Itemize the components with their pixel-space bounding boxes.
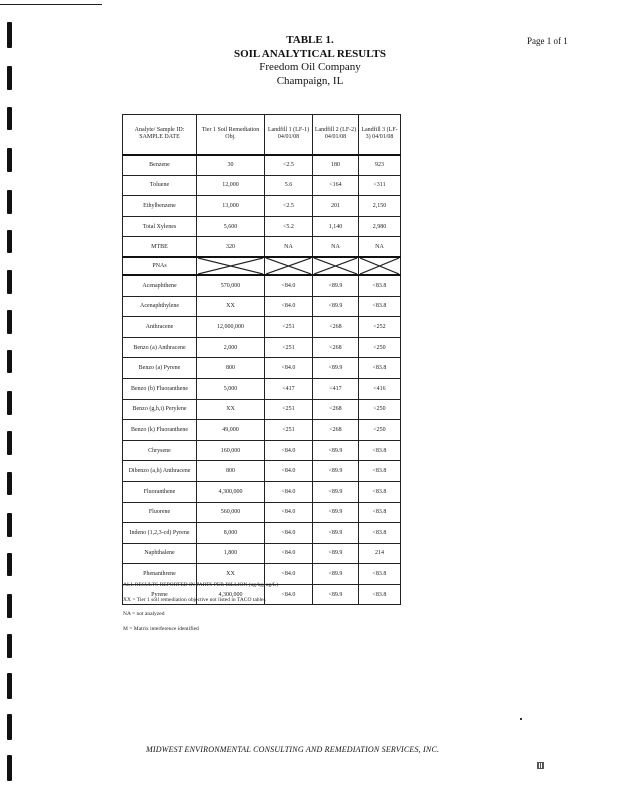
cell-sample-3: <252: [359, 317, 401, 338]
cell-sample-3: <83.8: [359, 523, 401, 544]
cell-sample-2: <268: [313, 337, 359, 358]
cell-analyte: Fluorene: [123, 502, 197, 523]
cell-analyte: Anthracene: [123, 317, 197, 338]
table-row-pna-1: [123, 296, 401, 317]
crossed-out-cell: [313, 257, 359, 275]
cell-sample-3: 214: [359, 543, 401, 564]
punch-mark: [7, 66, 12, 90]
cell-tier1: XX: [197, 564, 265, 585]
cell-sample-2: <268: [313, 317, 359, 338]
cell-sample-1: <84.0: [265, 275, 313, 296]
cell-sample-2: <89.9: [313, 275, 359, 296]
cell-sample-1: <84.0: [265, 564, 313, 585]
table-row-btex-3: [123, 216, 401, 237]
table-row-pna-3: [123, 337, 401, 358]
cell-sample-2: <89.9: [313, 440, 359, 461]
cell-tier1: 320: [197, 237, 265, 258]
scan-edge-line: [0, 4, 102, 5]
pnas-section-row: [123, 257, 401, 275]
cell-sample-1: <84.0: [265, 296, 313, 317]
cell-tier1: 160,000: [197, 440, 265, 461]
cell-analyte: Benzo (g,h,i) Perylene: [123, 399, 197, 420]
table-row-pna-11: [123, 502, 401, 523]
note-units: ALL RESULTS REPORTED IN PARTS PER BILLION (ug/kg, ug/L): [123, 582, 279, 588]
cell-analyte: Benzo (a) Pyrene: [123, 358, 197, 379]
cell-sample-3: <83.8: [359, 461, 401, 482]
cell-analyte: Naphthalene: [123, 543, 197, 564]
cell-tier1: 12,000,000: [197, 317, 265, 338]
punch-mark: [7, 107, 12, 130]
table-row-btex-1: [123, 175, 401, 196]
cell-sample-2: <268: [313, 399, 359, 420]
table-title-block: [200, 34, 420, 88]
table-notes: [123, 578, 278, 636]
punch-mark: [7, 634, 12, 658]
cell-sample-3: NA: [359, 237, 401, 258]
cross-hatch-icon: [314, 258, 357, 274]
cell-sample-1: <84.0: [265, 502, 313, 523]
cell-analyte: Acenaphthene: [123, 275, 197, 296]
table-row-pna-4: [123, 358, 401, 379]
cell-sample-2: <89.9: [313, 543, 359, 564]
header-sample-3: Landfill 3 (LF-3) 04/01/08: [359, 115, 401, 155]
cell-analyte: Benzo (k) Fluoranthene: [123, 420, 197, 441]
cell-analyte: Pyrene: [123, 584, 197, 605]
cross-hatch-icon: [198, 258, 263, 274]
cell-sample-3: 923: [359, 155, 401, 176]
table-row-pna-8: [123, 440, 401, 461]
cell-sample-2: 201: [313, 196, 359, 217]
punch-mark: [7, 673, 12, 699]
cell-tier1: 12,000: [197, 175, 265, 196]
cell-sample-1: <5.2: [265, 216, 313, 237]
cell-sample-3: <250: [359, 337, 401, 358]
company-footer: MIDWEST ENVIRONMENTAL CONSULTING AND REMEDIATION SERVICES, INC.: [146, 745, 440, 754]
cell-sample-1: <251: [265, 399, 313, 420]
location: Champaign, IL: [276, 74, 344, 87]
cell-analyte: Total Xylenes: [123, 216, 197, 237]
cell-sample-1: <84.0: [265, 584, 313, 605]
cell-sample-1: <84.0: [265, 543, 313, 564]
cell-sample-2: <89.9: [313, 461, 359, 482]
cell-sample-1: <84.0: [265, 523, 313, 544]
note-na: NA = not analyzed: [123, 611, 165, 617]
cell-sample-1: <84.0: [265, 461, 313, 482]
cell-tier1: 4,300,000: [197, 481, 265, 502]
table-row-btex-0: [123, 155, 401, 176]
table-row-pna-2: [123, 317, 401, 338]
table-row-btex-4: [123, 237, 401, 258]
header-row: [123, 115, 401, 155]
cell-sample-1: <251: [265, 420, 313, 441]
cell-sample-2: <164: [313, 175, 359, 196]
cell-analyte: Benzo (b) Fluoranthene: [123, 378, 197, 399]
cell-tier1: XX: [197, 399, 265, 420]
table-row-pna-12: [123, 523, 401, 544]
note-m: M = Matrix interference identified: [123, 625, 199, 632]
punch-mark: [7, 714, 12, 740]
cell-sample-1: <2.5: [265, 196, 313, 217]
cell-sample-3: <83.8: [359, 584, 401, 605]
header-sample-2: Landfill 2 (LF-2) 04/01/08: [313, 115, 359, 155]
cross-hatch-icon: [266, 258, 311, 274]
header-analyte: Analyte/ Sample ID: SAMPLE DATE: [123, 115, 197, 155]
cell-sample-2: <89.9: [313, 481, 359, 502]
cell-sample-1: <2.5: [265, 155, 313, 176]
cell-sample-2: <89.9: [313, 523, 359, 544]
cell-tier1: 30: [197, 155, 265, 176]
punch-mark: [7, 553, 12, 576]
cell-analyte: Benzo (a) Anthracene: [123, 337, 197, 358]
punch-mark: [7, 148, 12, 172]
cell-analyte: Ethylbenzene: [123, 196, 197, 217]
punch-mark: [7, 431, 12, 455]
cell-tier1: 800: [197, 461, 265, 482]
cell-sample-2: <268: [313, 420, 359, 441]
cell-sample-3: <311: [359, 175, 401, 196]
punch-mark: [7, 190, 12, 214]
cell-sample-2: <89.9: [313, 564, 359, 585]
cell-sample-3: <250: [359, 420, 401, 441]
cell-sample-3: <250: [359, 399, 401, 420]
cell-sample-1: <84.0: [265, 440, 313, 461]
cell-analyte: Acenaphthylene: [123, 296, 197, 317]
cell-tier1: 5,000: [197, 378, 265, 399]
crossed-out-cell: [197, 257, 265, 275]
cell-analyte: Toluene: [123, 175, 197, 196]
cell-sample-2: 180: [313, 155, 359, 176]
table-row-pna-10: [123, 481, 401, 502]
cell-sample-3: <83.8: [359, 440, 401, 461]
table-title: TABLE 1.: [286, 34, 334, 46]
cell-sample-2: <89.9: [313, 584, 359, 605]
cell-tier1: 5,600: [197, 216, 265, 237]
cell-tier1: 8,000: [197, 523, 265, 544]
cell-analyte: Indeno (1,2,3-cd) Pyrene: [123, 523, 197, 544]
header-sample-1: Landfill 1 (LF-1) 04/01/08: [265, 115, 313, 155]
cell-sample-3: <416: [359, 378, 401, 399]
cell-tier1: 800: [197, 358, 265, 379]
cell-sample-1: <84.0: [265, 358, 313, 379]
cell-sample-3: <83.8: [359, 358, 401, 379]
scan-corner-mark: [537, 762, 544, 769]
table-row-pna-13: [123, 543, 401, 564]
cell-sample-1: NA: [265, 237, 313, 258]
cell-sample-2: <89.9: [313, 296, 359, 317]
cell-tier1: 560,000: [197, 502, 265, 523]
cell-sample-1: 5.6: [265, 175, 313, 196]
punch-mark: [7, 755, 12, 781]
cell-sample-3: <83.8: [359, 275, 401, 296]
punch-mark: [7, 310, 12, 334]
cell-analyte: Benzene: [123, 155, 197, 176]
cell-sample-1: <417: [265, 378, 313, 399]
cell-tier1: 1,800: [197, 543, 265, 564]
cell-tier1: 570,000: [197, 275, 265, 296]
soil-results-table: [122, 114, 401, 605]
page-number: Page 1 of 1: [527, 36, 568, 46]
cell-sample-1: <251: [265, 317, 313, 338]
table-body: [123, 115, 401, 605]
punch-mark: [7, 513, 12, 537]
cell-sample-2: 1,140: [313, 216, 359, 237]
cell-sample-2: <89.9: [313, 502, 359, 523]
header-tier1: Tier 1 Soil Remediation Obj.: [197, 115, 265, 155]
cell-analyte: Phenanthrene: [123, 564, 197, 585]
cell-sample-2: <89.9: [313, 358, 359, 379]
punch-mark: [7, 594, 12, 618]
cell-sample-3: <83.8: [359, 296, 401, 317]
company-name: Freedom Oil Company: [259, 61, 361, 73]
table-row-pna-0: [123, 275, 401, 296]
punch-mark: [7, 391, 12, 415]
cross-hatch-icon: [360, 258, 399, 274]
cell-sample-3: <83.8: [359, 481, 401, 502]
cell-tier1: 2,000: [197, 337, 265, 358]
punch-mark: [7, 230, 12, 253]
cell-sample-3: <83.8: [359, 502, 401, 523]
cell-tier1: 4,300,000: [197, 584, 265, 605]
punch-mark: [7, 472, 12, 495]
crossed-out-cell: [359, 257, 401, 275]
cell-sample-2: NA: [313, 237, 359, 258]
punch-mark: [7, 270, 12, 294]
table-row-btex-2: [123, 196, 401, 217]
punch-mark: [7, 350, 12, 373]
crossed-out-cell: [265, 257, 313, 275]
table-row-pna-5: [123, 378, 401, 399]
cell-analyte: Dibenzo (a,h) Anthracene: [123, 461, 197, 482]
cell-sample-3: 2,980: [359, 216, 401, 237]
cell-analyte: MTBE: [123, 237, 197, 258]
scan-speck: [520, 718, 522, 720]
cell-sample-3: <83.8: [359, 564, 401, 585]
pnas-label: PNAs: [123, 257, 197, 275]
cell-tier1: 49,000: [197, 420, 265, 441]
table-subtitle: SOIL ANALYTICAL RESULTS: [233, 47, 387, 60]
table-row-pna-6: [123, 399, 401, 420]
note-xx: XX = Tier 1 soil remediation objective not listed in TACO tables: [123, 596, 266, 603]
cell-sample-2: <417: [313, 378, 359, 399]
cell-sample-3: 2,150: [359, 196, 401, 217]
cell-analyte: Fluoranthene: [123, 481, 197, 502]
table-row-pna-9: [123, 461, 401, 482]
punch-mark: [7, 22, 12, 48]
cell-analyte: Chrysene: [123, 440, 197, 461]
table-row-pna-7: [123, 420, 401, 441]
cell-tier1: 13,000: [197, 196, 265, 217]
cell-sample-1: <251: [265, 337, 313, 358]
cell-sample-1: <84.0: [265, 481, 313, 502]
cell-tier1: XX: [197, 296, 265, 317]
